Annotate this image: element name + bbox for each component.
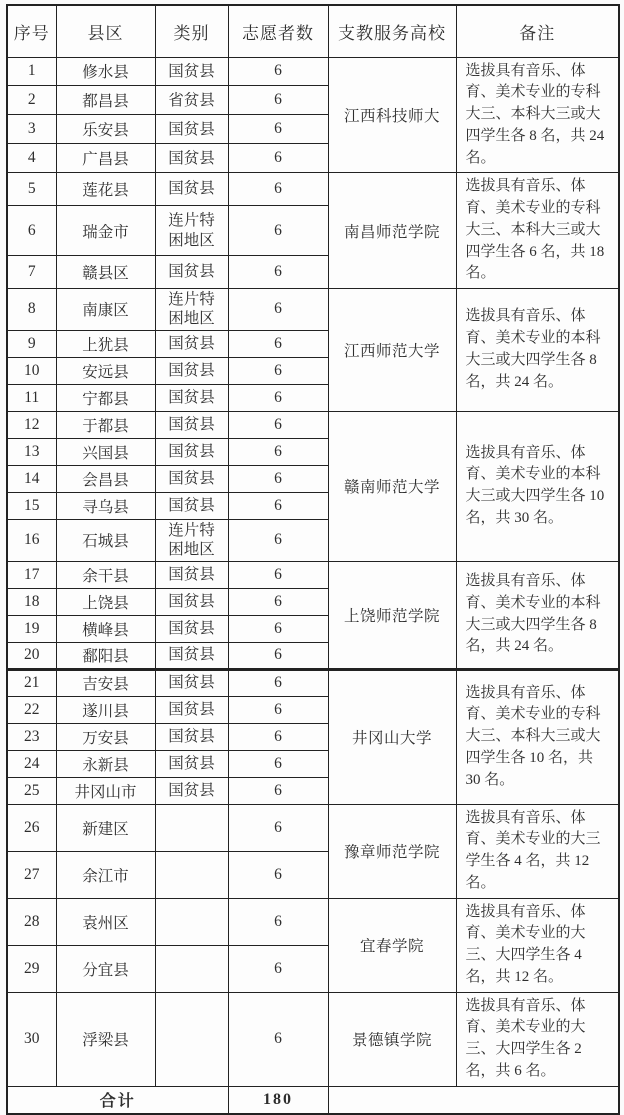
- cell-serial: 22: [7, 696, 56, 723]
- cell-county: 宁都县: [56, 384, 155, 411]
- header-university: 支教服务高校: [328, 5, 456, 57]
- cell-serial: 19: [7, 615, 56, 642]
- cell-university: 南昌师范学院: [328, 173, 456, 289]
- cell-serial: 8: [7, 289, 56, 331]
- cell-category: 国贫县: [155, 642, 228, 669]
- cell-serial: 15: [7, 492, 56, 519]
- cell-county: 余江市: [56, 851, 155, 898]
- table-row: [7, 57, 619, 86]
- cell-serial: 17: [7, 561, 56, 588]
- cell-serial: 23: [7, 723, 56, 750]
- cell-county: 安远县: [56, 357, 155, 384]
- cell-volunteers: 6: [228, 115, 328, 144]
- table-row: [7, 561, 619, 588]
- cell-volunteers: 6: [228, 173, 328, 206]
- cell-category: 国贫县: [155, 615, 228, 642]
- cell-category: [155, 804, 228, 851]
- cell-serial: 21: [7, 669, 56, 696]
- cell-university: 宜春学院: [328, 898, 456, 992]
- cell-county: 寻乌县: [56, 492, 155, 519]
- cell-remark: 选拔具有音乐、体育、美术专业的专科大三、本科大三或大四学生各 6 名，共 18 名。: [456, 173, 619, 289]
- cell-county: 于都县: [56, 411, 155, 438]
- total-empty-cell: [328, 1086, 619, 1114]
- cell-category: 连片特困地区: [155, 519, 228, 561]
- cell-volunteers: 6: [228, 519, 328, 561]
- cell-remark: 选拔具有音乐、体育、美术专业的专科大三、本科大三或大四学生各 8 名，共 24 名。: [456, 57, 619, 173]
- cell-category: 国贫县: [155, 256, 228, 289]
- table-row: [7, 289, 619, 331]
- header-serial: 序号: [7, 5, 56, 57]
- cell-category: 国贫县: [155, 750, 228, 777]
- cell-county: 上饶县: [56, 588, 155, 615]
- cell-category: 国贫县: [155, 696, 228, 723]
- cell-county: 莲花县: [56, 173, 155, 206]
- cell-category: 国贫县: [155, 144, 228, 173]
- header-remark: 备注: [456, 5, 619, 57]
- cell-remark: 选拔具有音乐、体育、美术专业的大三、大四学生各 4 名，共 12 名。: [456, 898, 619, 992]
- total-label: 合计: [7, 1086, 228, 1114]
- cell-volunteers: 6: [228, 750, 328, 777]
- cell-remark: 选拔具有音乐、体育、美术专业的本科大三或大四学生各 10 名，共 30 名。: [456, 411, 619, 561]
- cell-university: 江西科技师大: [328, 57, 456, 173]
- cell-category: 国贫县: [155, 465, 228, 492]
- cell-county: 永新县: [56, 750, 155, 777]
- cell-county: 遂川县: [56, 696, 155, 723]
- table-row: [7, 173, 619, 206]
- cell-serial: 28: [7, 898, 56, 945]
- cell-county: 鄱阳县: [56, 642, 155, 669]
- cell-category: 国贫县: [155, 330, 228, 357]
- cell-category: 连片特困地区: [155, 289, 228, 331]
- cell-university: 赣南师范大学: [328, 411, 456, 561]
- cell-serial: 25: [7, 777, 56, 804]
- cell-volunteers: 6: [228, 588, 328, 615]
- cell-volunteers: 6: [228, 57, 328, 86]
- cell-volunteers: 6: [228, 945, 328, 992]
- cell-county: 修水县: [56, 57, 155, 86]
- cell-county: 都昌县: [56, 86, 155, 115]
- cell-serial: 14: [7, 465, 56, 492]
- cell-serial: 4: [7, 144, 56, 173]
- cell-serial: 24: [7, 750, 56, 777]
- cell-serial: 20: [7, 642, 56, 669]
- cell-volunteers: 6: [228, 384, 328, 411]
- cell-university: 井冈山大学: [328, 669, 456, 804]
- cell-category: 国贫县: [155, 492, 228, 519]
- cell-remark: 选拔具有音乐、体育、美术专业的大三学生各 4 名，共 12 名。: [456, 804, 619, 898]
- cell-county: 浮梁县: [56, 992, 155, 1086]
- table-row: [7, 804, 619, 851]
- header-category: 类别: [155, 5, 228, 57]
- table-row: [7, 898, 619, 945]
- cell-category: [155, 945, 228, 992]
- cell-volunteers: 6: [228, 696, 328, 723]
- cell-remark: 选拔具有音乐、体育、美术专业的本科大三或大四学生各 8 名，共 24 名。: [456, 289, 619, 412]
- cell-category: 国贫县: [155, 173, 228, 206]
- cell-county: 兴国县: [56, 438, 155, 465]
- total-row: [7, 1086, 619, 1114]
- cell-county: 广昌县: [56, 144, 155, 173]
- cell-category: 国贫县: [155, 115, 228, 144]
- cell-serial: 26: [7, 804, 56, 851]
- cell-category: 国贫县: [155, 357, 228, 384]
- cell-category: 国贫县: [155, 561, 228, 588]
- cell-county: 袁州区: [56, 898, 155, 945]
- header-volunteers: 志愿者数: [228, 5, 328, 57]
- cell-county: 南康区: [56, 289, 155, 331]
- cell-volunteers: 6: [228, 804, 328, 851]
- cell-category: 国贫县: [155, 438, 228, 465]
- cell-volunteers: 6: [228, 205, 328, 255]
- cell-serial: 9: [7, 330, 56, 357]
- cell-county: 横峰县: [56, 615, 155, 642]
- cell-volunteers: 6: [228, 669, 328, 696]
- cell-volunteers: 6: [228, 561, 328, 588]
- table-row: [7, 669, 619, 696]
- cell-category: 国贫县: [155, 411, 228, 438]
- cell-serial: 13: [7, 438, 56, 465]
- cell-category: 连片特困地区: [155, 205, 228, 255]
- cell-county: 瑞金市: [56, 205, 155, 255]
- cell-category: 国贫县: [155, 669, 228, 696]
- cell-volunteers: 6: [228, 330, 328, 357]
- cell-county: 分宜县: [56, 945, 155, 992]
- cell-category: [155, 851, 228, 898]
- cell-volunteers: 6: [228, 898, 328, 945]
- cell-serial: 7: [7, 256, 56, 289]
- cell-serial: 30: [7, 992, 56, 1086]
- cell-serial: 1: [7, 57, 56, 86]
- cell-category: [155, 992, 228, 1086]
- cell-category: 国贫县: [155, 588, 228, 615]
- cell-county: 新建区: [56, 804, 155, 851]
- cell-volunteers: 6: [228, 777, 328, 804]
- cell-university: 江西师范大学: [328, 289, 456, 412]
- cell-university: 景德镇学院: [328, 992, 456, 1086]
- cell-serial: 2: [7, 86, 56, 115]
- cell-volunteers: 6: [228, 992, 328, 1086]
- table-row: [7, 992, 619, 1086]
- cell-serial: 3: [7, 115, 56, 144]
- cell-volunteers: 6: [228, 411, 328, 438]
- cell-volunteers: 6: [228, 465, 328, 492]
- cell-remark: 选拔具有音乐、体育、美术专业的本科大三或大四学生各 8 名，共 24 名。: [456, 561, 619, 669]
- volunteer-assignment-table: [6, 4, 620, 1115]
- cell-volunteers: 6: [228, 492, 328, 519]
- cell-category: [155, 898, 228, 945]
- cell-volunteers: 6: [228, 144, 328, 173]
- cell-serial: 10: [7, 357, 56, 384]
- cell-serial: 6: [7, 205, 56, 255]
- cell-category: 国贫县: [155, 723, 228, 750]
- cell-volunteers: 6: [228, 438, 328, 465]
- table-row: [7, 411, 619, 438]
- cell-volunteers: 6: [228, 86, 328, 115]
- cell-county: 会昌县: [56, 465, 155, 492]
- header-row: [7, 5, 619, 57]
- cell-county: 上犹县: [56, 330, 155, 357]
- cell-serial: 27: [7, 851, 56, 898]
- cell-volunteers: 6: [228, 256, 328, 289]
- cell-serial: 18: [7, 588, 56, 615]
- cell-volunteers: 6: [228, 851, 328, 898]
- cell-county: 万安县: [56, 723, 155, 750]
- header-county: 县区: [56, 5, 155, 57]
- cell-volunteers: 6: [228, 642, 328, 669]
- cell-serial: 16: [7, 519, 56, 561]
- cell-serial: 11: [7, 384, 56, 411]
- cell-county: 乐安县: [56, 115, 155, 144]
- cell-county: 赣县区: [56, 256, 155, 289]
- cell-serial: 5: [7, 173, 56, 206]
- cell-volunteers: 6: [228, 615, 328, 642]
- cell-county: 吉安县: [56, 669, 155, 696]
- cell-serial: 12: [7, 411, 56, 438]
- cell-category: 国贫县: [155, 777, 228, 804]
- cell-volunteers: 6: [228, 723, 328, 750]
- cell-category: 国贫县: [155, 57, 228, 86]
- cell-university: 豫章师范学院: [328, 804, 456, 898]
- cell-county: 井冈山市: [56, 777, 155, 804]
- cell-county: 余干县: [56, 561, 155, 588]
- cell-serial: 29: [7, 945, 56, 992]
- cell-remark: 选拔具有音乐、体育、美术专业的大三、大四学生各 2 名，共 6 名。: [456, 992, 619, 1086]
- cell-county: 石城县: [56, 519, 155, 561]
- cell-volunteers: 6: [228, 289, 328, 331]
- cell-category: 省贫县: [155, 86, 228, 115]
- cell-university: 上饶师范学院: [328, 561, 456, 669]
- cell-remark: 选拔具有音乐、体育、美术专业的专科大三、本科大三或大四学生各 10 名，共 30 名。: [456, 669, 619, 804]
- cell-volunteers: 6: [228, 357, 328, 384]
- cell-category: 国贫县: [155, 384, 228, 411]
- total-volunteers: 180: [228, 1086, 328, 1114]
